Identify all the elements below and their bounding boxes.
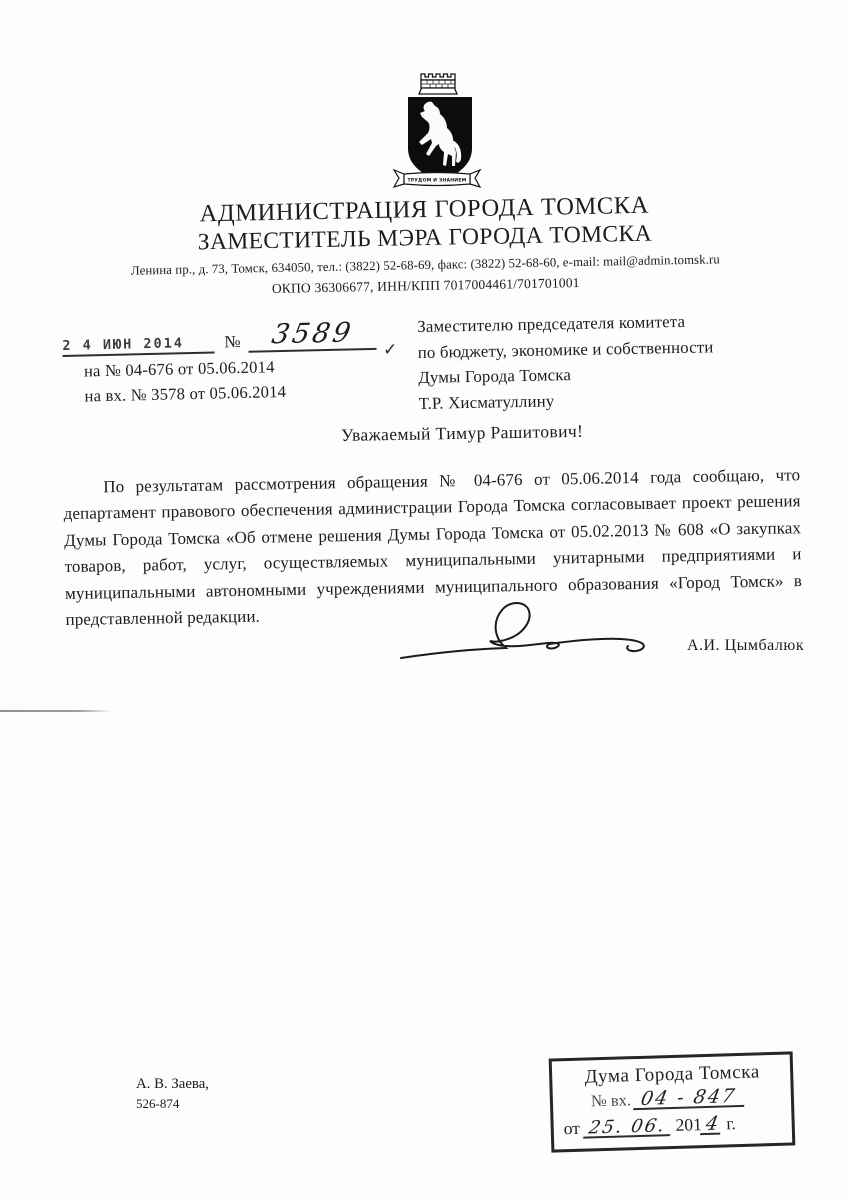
org-contacts-line: Ленина пр., д. 73, Томск, 634050, тел.: (3822) 52-68-69, факс: (3822) 52-68-60, e-mail: mail@admin.tomsk.ru — [130, 252, 720, 278]
stamp-date-prefix: от — [563, 1117, 581, 1139]
salutation: Уважаемый Тимур Рашитович! — [341, 420, 584, 445]
handwritten-signature — [396, 594, 666, 669]
org-codes-line: ОКПО 36306677, ИНН/КПП 7017004461/701701001 — [271, 275, 580, 296]
stamp-handwritten-year-digit: 4 — [700, 1115, 724, 1135]
incoming-registration-stamp — [549, 1051, 796, 1152]
executor-name: А. В. Заева, — [136, 1076, 209, 1092]
outgoing-number-row — [62, 317, 408, 357]
reference-line-2: на вх. № 3578 от 05.06.2014 — [84, 381, 287, 406]
stamp-handwritten-date: 25. 06. — [583, 1117, 673, 1139]
handwritten-outgoing-number: 3589 — [269, 317, 356, 351]
stamp-handwritten-number: 04 - 847 — [633, 1087, 748, 1110]
addressee-block — [417, 308, 715, 416]
org-name-line1: АДМИНИСТРАЦИЯ ГОРОДА ТОМСКА — [199, 191, 650, 228]
scan-artifact-line — [0, 710, 112, 712]
number-sign-label: № — [224, 331, 241, 352]
addressee-line: Думы Города Томска — [418, 365, 572, 387]
stamp-title: Дума Города Томска — [584, 1061, 761, 1088]
addressee-line: Т.Р. Хисматуллину — [418, 390, 555, 413]
letterhead — [0, 188, 850, 302]
letter-body-paragraph: По результатам рассмотрения обращения № 04-676 от 05.06.2014 года сообщаю, что департамент правового обеспечения администрации Города Томска согласовывает проект решения Думы Города Томска «Об отмене решения Думы Города Томска от 05.02.2013 № 608 «О закупках товаров, работ, услуг, осуществляемых муниципальными унитарными предприятиями и муниципальными автономными учреждениями муниципального образования «Город Томск» в представленной редакции. — [63, 465, 803, 630]
stamp-year-printed: 201 — [675, 1114, 703, 1135]
stamp-date-line — [561, 1110, 786, 1142]
executor-block — [136, 1074, 209, 1114]
reference-line-1: на № 04-676 от 05.06.2014 — [83, 357, 275, 381]
outgoing-number-field — [248, 317, 377, 353]
executor-phone: 526-874 — [136, 1096, 180, 1111]
date-stamp: 2 4 ИЮН 2014 — [62, 335, 214, 357]
stamp-number-label: № вх. — [590, 1090, 632, 1111]
org-name-line2: ЗАМЕСТИТЕЛЬ МЭРА ГОРОДА ТОМСКА — [197, 220, 653, 256]
mural-crown-icon — [419, 74, 457, 94]
addressee-line: по бюджету, экономике и собственности — [417, 336, 714, 362]
reference-block — [62, 317, 409, 407]
checkmark-icon: ✓ — [383, 340, 398, 360]
tomsk-coat-of-arms — [392, 68, 482, 196]
stamp-date-suffix: г. — [725, 1113, 737, 1134]
addressee-line: Заместителю председателя комитета — [417, 311, 686, 336]
motto-text: ТРУДОМ И ЗНАНИЕМ — [407, 178, 467, 184]
motto-ribbon — [394, 170, 480, 187]
signer-name: А.И. Цымбалюк — [687, 637, 805, 654]
